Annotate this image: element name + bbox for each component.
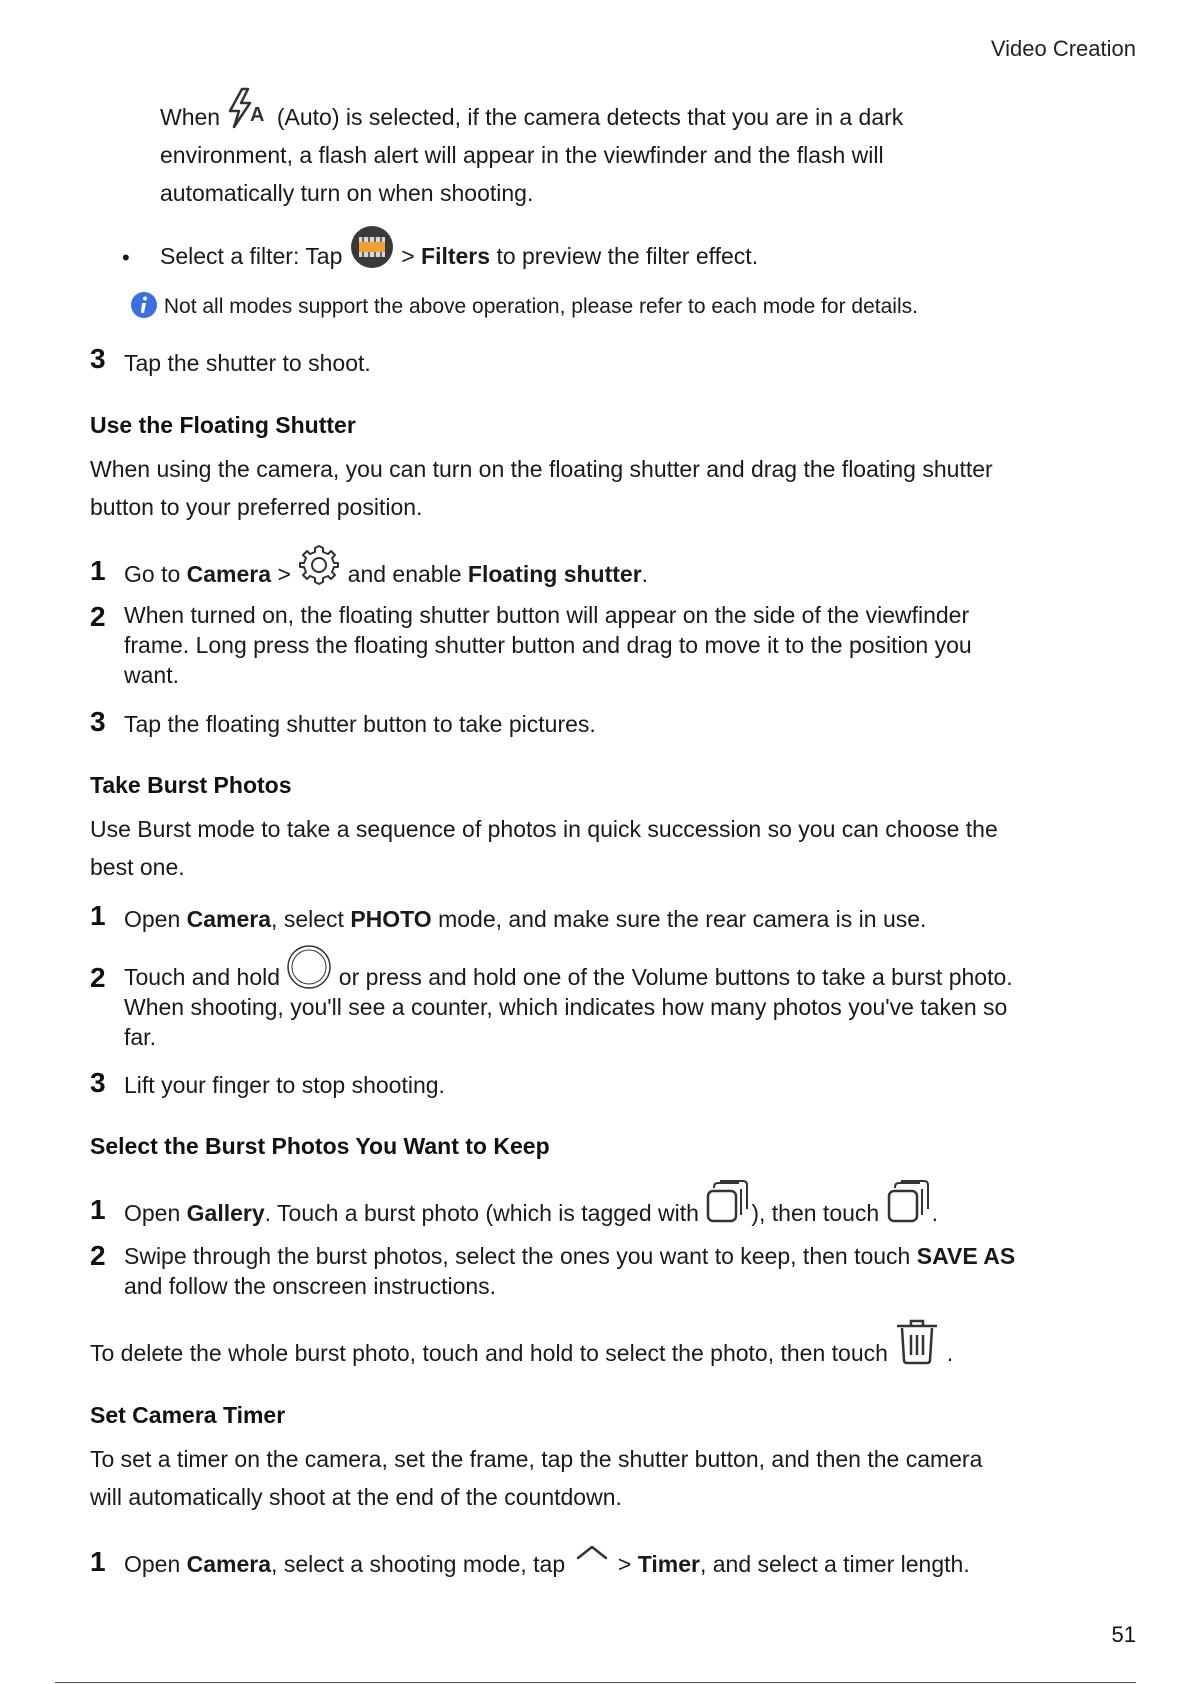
burst-step2-line3: far.: [124, 1024, 156, 1050]
settings-gear-icon: [297, 543, 341, 587]
step-number: 1: [90, 1546, 106, 1577]
flash-para-line1: [160, 98, 903, 136]
burst-step1-post: mode, and make sure the rear camera is in use.: [438, 906, 927, 932]
step1-pre: Go to: [124, 561, 181, 587]
filter-icon: [349, 224, 395, 270]
note-line: [130, 295, 918, 319]
step1-mid: and enable: [347, 561, 462, 587]
burst-step1-mid: , select: [271, 906, 344, 932]
keep-step1-mid: . Touch a burst photo (which is tagged with: [264, 1200, 699, 1226]
burst-intro-2: best one.: [90, 854, 185, 880]
timer-step1-sep: >: [617, 1551, 632, 1577]
save-as-label: SAVE AS: [916, 1243, 1016, 1269]
step2-line2: frame. Long press the floating shutter button and drag to move it to the position you: [124, 632, 972, 658]
filter-pre: Select a filter: Tap: [160, 243, 343, 269]
timer-label: Timer: [637, 1551, 700, 1577]
step2-line1: When turned on, the floating shutter button will appear on the side of the viewfinder: [124, 602, 970, 628]
burst-step2-line1: [124, 962, 1013, 992]
timer-step1-pre: Open: [124, 1551, 181, 1577]
step-number: 1: [90, 900, 106, 931]
keep-step1-mid2: ), then touch: [751, 1200, 880, 1226]
burst-step2: [124, 962, 1013, 1052]
timer-step1: [124, 1545, 970, 1583]
flash-para-line2: environment, a flash alert will appear in the viewfinder and the flash will: [160, 142, 884, 168]
step-number: 2: [90, 601, 106, 632]
step-number: 3: [90, 1067, 106, 1098]
svg-text:A: A: [250, 103, 265, 126]
step2-line3: want.: [124, 662, 179, 688]
section-heading-floating: Use the Floating Shutter: [90, 412, 356, 438]
note-text: Not all modes support the above operation, please refer to each mode for details.: [163, 295, 918, 318]
floating-intro-2: button to your preferred position.: [90, 494, 423, 520]
flash-line1-rest: (Auto) is selected, if the camera detects that you are in a dark: [276, 104, 904, 130]
burst-step2-pre: Touch and hold: [124, 964, 281, 990]
bullet: •: [122, 245, 130, 270]
section-header: Video Creation: [990, 36, 1136, 61]
flash-para-line3: automatically turn on when shooting.: [160, 180, 534, 206]
keep-step2-pre: Swipe through the burst photos, select the ones you want to keep, then touch: [124, 1243, 911, 1269]
step-number: 2: [90, 1240, 106, 1271]
info-icon: [130, 291, 158, 319]
burst-step2-line2: When shooting, you'll see a counter, which indicates how many photos you've taken so: [124, 994, 1008, 1020]
keep-step2-line1: [124, 1241, 1015, 1271]
gallery-label: Gallery: [186, 1200, 265, 1226]
trash-icon: [894, 1318, 940, 1366]
floating-step3: Tap the floating shutter button to take pictures.: [124, 711, 596, 737]
chevron-up-icon: [572, 1540, 612, 1570]
step-number: 3: [90, 343, 106, 374]
burst-step3: Lift your finger to stop shooting.: [124, 1072, 445, 1098]
filter-bullet-line: [160, 237, 758, 275]
floating-step1: [124, 555, 648, 593]
filter-sep: >: [401, 243, 415, 269]
section-heading-burst: Take Burst Photos: [90, 772, 292, 798]
step-number: 1: [90, 1194, 106, 1225]
delete-line: [90, 1334, 953, 1372]
flash-auto-icon: [226, 87, 270, 131]
camera-label: Camera: [186, 561, 272, 587]
burst-intro-1: Use Burst mode to take a sequence of photos in quick succession so you can choose the: [90, 816, 998, 842]
timer-step1-mid: , select a shooting mode, tap: [271, 1551, 566, 1577]
timer-intro-2: will automatically shoot at the end of the countdown.: [90, 1484, 622, 1510]
step1-end: .: [641, 561, 649, 587]
burst-step1-pre: Open: [124, 906, 181, 932]
step1-sep: >: [277, 561, 291, 587]
burst-step1: [124, 900, 926, 938]
section-heading-timer: Set Camera Timer: [90, 1402, 286, 1428]
floating-shutter-label: Floating shutter: [467, 561, 642, 587]
camera-label: Camera: [186, 906, 272, 932]
footer-divider: [55, 1682, 1136, 1683]
keep-step1: [124, 1194, 938, 1232]
timer-step1-post: , and select a timer length.: [699, 1551, 970, 1577]
shutter-circle-icon: [286, 944, 332, 990]
keep-step2: [124, 1241, 1015, 1301]
timer-intro-1: To set a timer on the camera, set the frame, tap the shutter button, and then the camera: [90, 1446, 983, 1472]
camera-label: Camera: [186, 1551, 272, 1577]
burst-stack-icon: [886, 1179, 932, 1225]
page-number: 51: [1111, 1622, 1136, 1647]
filter-post: to preview the filter effect.: [496, 243, 759, 269]
keep-step1-end: .: [931, 1200, 938, 1226]
section-heading-keep: Select the Burst Photos You Want to Keep: [90, 1133, 550, 1159]
keep-step2-line2: and follow the onscreen instructions.: [124, 1273, 497, 1299]
step-text: Tap the shutter to shoot.: [124, 350, 371, 376]
burst-step2-post: or press and hold one of the Volume buttons to take a burst photo.: [338, 964, 1013, 990]
photo-mode-label: PHOTO: [350, 906, 432, 932]
floating-intro-1: When using the camera, you can turn on the floating shutter and drag the floating shutter: [90, 456, 993, 482]
step-number: 2: [90, 962, 106, 993]
step-number: 1: [90, 555, 106, 586]
delete-text: To delete the whole burst photo, touch and hold to select the photo, then touch: [90, 1340, 888, 1366]
filter-bold: Filters: [421, 243, 491, 269]
keep-step1-pre: Open: [124, 1200, 181, 1226]
flash-when: When: [160, 104, 221, 130]
delete-end: .: [946, 1340, 954, 1366]
step-number: 3: [90, 706, 106, 737]
floating-step2: [124, 600, 972, 690]
burst-stack-icon: [705, 1179, 751, 1225]
